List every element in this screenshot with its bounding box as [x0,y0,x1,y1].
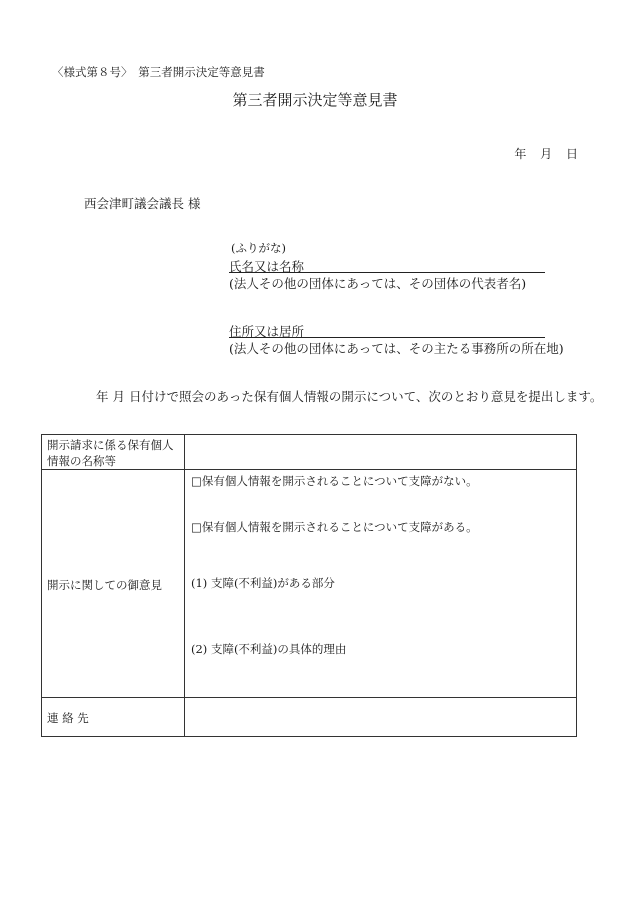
date-field[interactable]: 年 月 日 [514,147,578,161]
info-name-cell[interactable] [185,435,577,470]
info-name-label: 開示請求に係る保有個人情報の名称等 [42,435,185,470]
name-label: 氏名又は名称 [229,259,305,274]
statement-text: 年 月 日付けで照会のあった保有個人情報の開示について、次のとおり意見を提出します。 [96,389,603,404]
form-number: 〈様式第８号〉 第三者開示決定等意見書 [52,65,265,79]
addressee: 西会津町議会議長 様 [84,196,201,211]
address-label: 住所又は居所 [229,324,305,339]
contact-label: 連 絡 先 [42,698,185,737]
hindrance-reason-heading: (2) 支障(不利益)の具体的理由 [191,642,347,656]
option-no-hindrance[interactable]: □保有個人情報を開示されることについて支障がない。 [191,474,478,488]
opinion-cell[interactable] [185,470,577,698]
opinion-options [185,470,576,697]
opinion-table [41,434,577,737]
hindrance-part-heading: (1) 支障(不利益)がある部分 [191,576,335,590]
address-note: (法人その他の団体にあっては、その主たる事務所の所在地) [229,341,564,356]
option-hindrance[interactable]: □保有個人情報を開示されることについて支障がある。 [191,520,478,534]
opinion-label: 開示に関しての御意見 [42,470,185,698]
furigana-label: (ふりがな) [231,241,286,255]
table-row-info-name [42,435,577,470]
name-underline-field[interactable] [229,272,545,273]
address-underline-field[interactable] [229,337,545,338]
table-row-contact [42,698,577,737]
document-title: 第三者開示決定等意見書 [232,91,398,109]
contact-cell[interactable] [185,698,577,737]
name-note: (法人その他の団体にあっては、その団体の代表者名) [229,276,527,291]
table-row-opinion [42,470,577,698]
